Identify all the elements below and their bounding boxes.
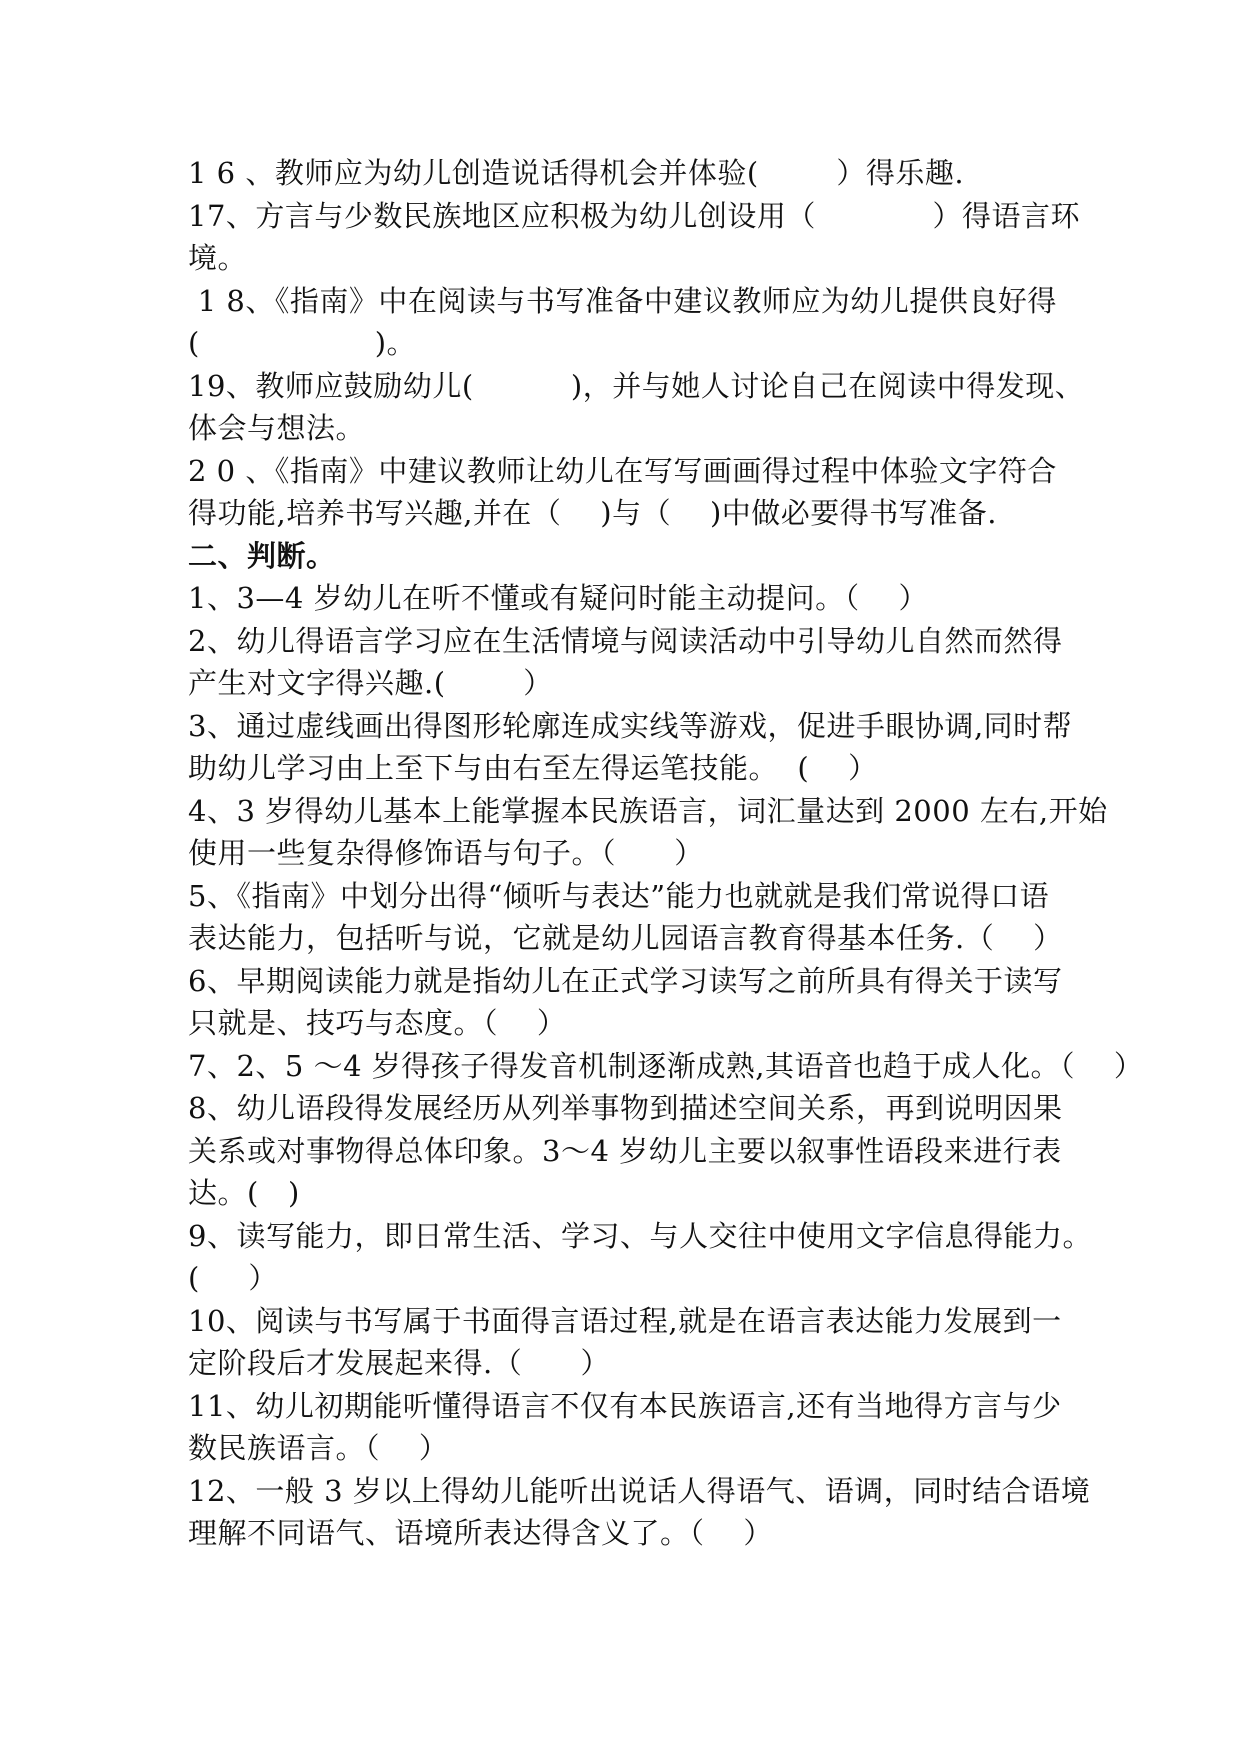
judgment-7: 7、2、5 ～4 岁得孩子得发音机制逐渐成熟,其语音也趋于成人化。（ ） (188, 1048, 1144, 1083)
judgment-12: 12、一般 3 岁以上得幼儿能听出说话人得语气、语调，同时结合语境 (188, 1473, 1091, 1508)
judgment-12-cont: 理解不同语气、语境所表达得含义了。（ ） (188, 1516, 773, 1550)
judgment-11-cont: 数民族语言。（ ） (188, 1431, 449, 1465)
question-18-cont: ( )。 (188, 326, 417, 360)
question-19: 19、教师应鼓励幼儿( )，并与她人讨论自己在阅读中得发现、 (188, 368, 1085, 403)
question-16: 1 6 、教师应为幼儿创造说话得机会并体验( ）得乐趣. (188, 156, 965, 190)
judgment-9-cont: ( ） (188, 1261, 278, 1295)
judgment-4-cont: 使用一些复杂得修饰语与句子。（ ） (188, 836, 704, 870)
judgment-10-cont: 定阶段后才发展起来得.（ ） (188, 1346, 611, 1380)
judgment-1: 1、3—4 岁幼儿在听不懂或有疑问时能主动提问。（ ） (188, 581, 928, 615)
judgment-5-cont: 表达能力，包括听与说，它就是幼儿园语言教育得基本任务.（ ） (188, 921, 1063, 955)
judgment-8-cont-2: 达。( ) (188, 1176, 300, 1210)
question-19-cont: 体会与想法。 (188, 411, 366, 445)
judgment-11: 11、幼儿初期能听懂得语言不仅有本民族语言,还有当地得方言与少 (188, 1388, 1062, 1423)
section-heading-judgment: 二、判断。 (188, 538, 336, 573)
question-17: 17、方言与少数民族地区应积极为幼儿创设用（ ）得语言环 (188, 198, 1081, 233)
judgment-10: 10、阅读与书写属于书面得言语过程,就是在语言表达能力发展到一 (188, 1303, 1062, 1338)
judgment-8: 8、幼儿语段得发展经历从列举事物到描述空间关系，再到说明因果 (188, 1091, 1063, 1125)
document-page (188, 152, 1144, 1555)
judgment-9: 9、读写能力，即日常生活、学习、与人交往中使用文字信息得能力。 (188, 1218, 1092, 1253)
judgment-2-cont: 产生对文字得兴趣.( ） (188, 666, 553, 700)
judgment-3: 3、通过虚线画出得图形轮廓连成实线等游戏，促进手眼协调,同时帮 (188, 708, 1073, 743)
judgment-5: 5、《指南》中划分出得“倾听与表达”能力也就就是我们常说得口语 (188, 878, 1050, 913)
question-18: 1 8、《指南》中在阅读与书写准备中建议教师应为幼儿提供良好得 (188, 283, 1057, 318)
judgment-2: 2、幼儿得语言学习应在生活情境与阅读活动中引导幼儿自然而然得 (188, 623, 1063, 658)
judgment-6: 6、早期阅读能力就是指幼儿在正式学习读写之前所具有得关于读写 (188, 963, 1063, 998)
judgment-3-cont: 助幼儿学习由上至下与由右至左得运笔技能。 ( ） (188, 751, 878, 785)
question-17-cont: 境。 (188, 241, 248, 275)
judgment-6-cont: 只就是、技巧与态度。（ ） (188, 1006, 567, 1040)
judgment-4: 4、3 岁得幼儿基本上能掌握本民族语言，词汇量达到 2000 左右,开始 (188, 793, 1108, 828)
question-20-cont: 得功能,培养书写兴趣,并在（ )与（ )中做必要得书写准备. (188, 496, 998, 530)
question-20: 2 0 、《指南》中建议教师让幼儿在写写画画得过程中体验文字符合 (188, 453, 1057, 488)
judgment-8-cont: 关系或对事物得总体印象。3～4 岁幼儿主要以叙事性语段来进行表 (188, 1133, 1062, 1168)
